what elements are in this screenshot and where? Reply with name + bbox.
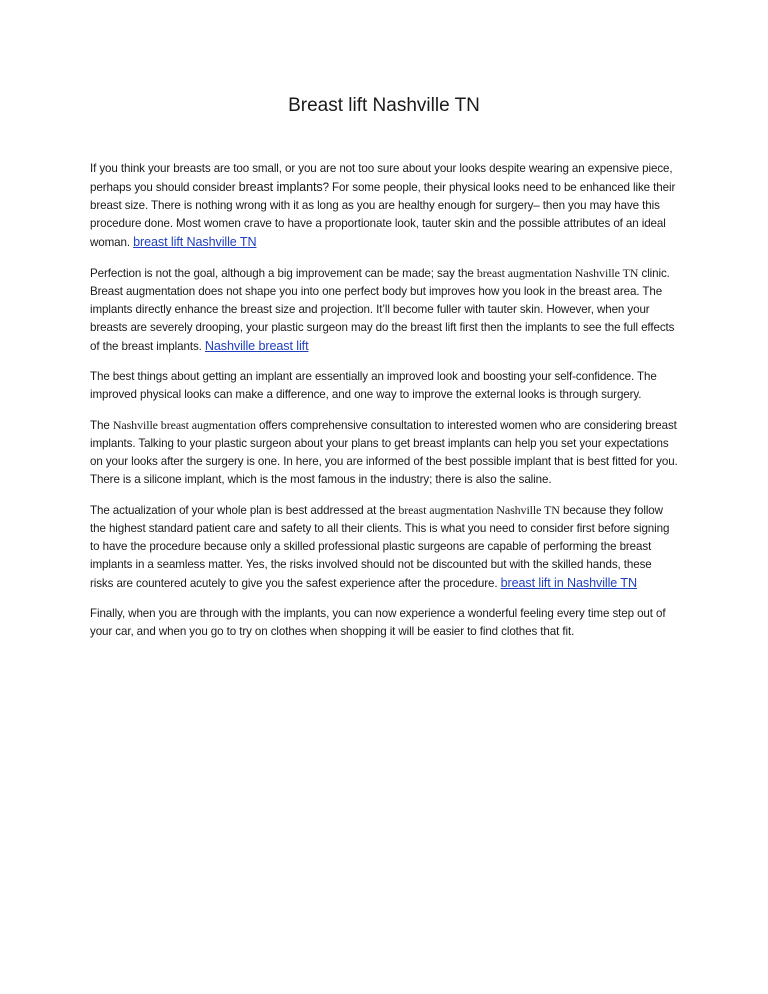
- paragraph-4: [90, 416, 678, 489]
- paragraph-5-serif-phrase: breast augmentation Nashville TN: [398, 503, 560, 517]
- paragraph-4-text-a: The: [90, 419, 113, 432]
- paragraph-1: [90, 160, 678, 252]
- paragraph-2: [90, 264, 678, 356]
- paragraph-6: Finally, when you are through with the implants, you can now experience a wonderful feeling every time step out of your car, and when you go to try on clothes when shopping it will be easier to find clothes that fit.: [90, 607, 666, 638]
- paragraph-5-text-a: The actualization of your whole plan is best addressed at the: [90, 504, 399, 517]
- paragraph-5-text-c: because they follow the highest standard patient care and safety to all their clients. This is what you need to consider first before signing to have the procedure because only a skilled professional plastic surgeons are capable of performing the breast implants in a seamless matter. Yes, the risks involved should not be discounted but with the skilled hands, these risks are countered acutely to give you the safest experience after the procedure.: [90, 504, 670, 590]
- paragraph-5: [90, 501, 678, 593]
- paragraph-1-text-a: If you think your breasts are too small, or you are not too sure about your looks despite wearing an expensive piece, perhaps you should consider: [90, 162, 673, 194]
- paragraph-4-serif-phrase: Nashville breast augmentation: [112, 418, 256, 432]
- paragraph-1-emphasis: breast implants: [238, 180, 323, 194]
- breast-lift-nashville-link[interactable]: breast lift Nashville TN: [133, 235, 257, 249]
- document-title: Breast lift Nashville TN: [288, 95, 480, 116]
- paragraph-4-text-c: offers comprehensive consultation to interested women who are considering breast implants. Talking to your plastic surgeon about your plans to get breast implants can help you set your expectations on your looks after the surgery is one. In here, you are informed of the best possible implant that is best fitted for you. There is a silicone implant, which is the most famous in the industry; there is also the saline.: [90, 419, 678, 486]
- document-body: [90, 160, 678, 653]
- paragraph-2-text-a: Perfection is not the goal, although a big improvement can be made; say the: [90, 267, 477, 280]
- paragraph-2-serif-phrase: breast augmentation Nashville TN: [476, 266, 639, 280]
- nashville-breast-lift-link[interactable]: Nashville breast lift: [204, 339, 309, 353]
- paragraph-3: The best things about getting an implant are essentially an improved look and boosting your self-confidence. The improved physical looks can make a difference, and one way to improve the external looks is through surgery.: [90, 370, 657, 401]
- paragraph-1-text-c: ? For some people, their physical looks need to be enhanced like their breast size. There is nothing wrong with it as long as you are healthy enough for surgery– then you may have this procedure done. Most women crave to have a proportionate look, tauter skin and the possible attributes of an ideal woman.: [90, 181, 676, 249]
- breast-lift-in-nashville-link[interactable]: breast lift in Nashville TN: [500, 576, 637, 590]
- paragraph-2-text-c: clinic. Breast augmentation does not shape you into one perfect body but improves how you look in the breast area. The implants directly enhance the breast size and projection. It’ll become fuller with tauter skin. However, when your breasts are severely drooping, your plastic surgeon may do the breast lift first then the implants to see the full effects of the breast implants.: [90, 267, 675, 353]
